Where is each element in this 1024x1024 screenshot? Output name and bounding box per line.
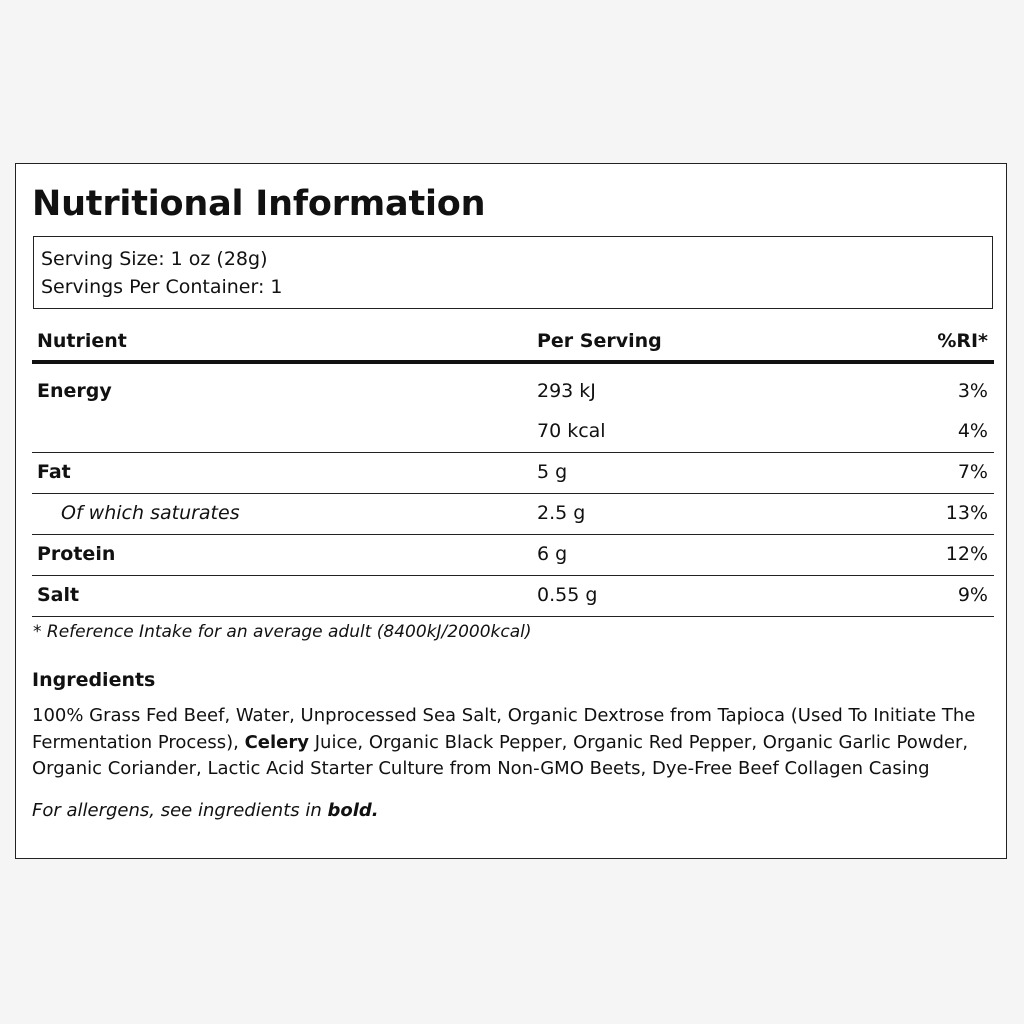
allergen-ingredient: Celery: [244, 731, 309, 753]
nutrient-value: 6 g: [537, 543, 568, 565]
nutrient-ri: 9%: [957, 584, 988, 606]
header-nutrient: Nutrient: [37, 330, 127, 352]
page-title: Nutritional Information: [32, 184, 486, 224]
allergen-note: [32, 800, 379, 821]
reference-intake-footnote: * Reference Intake for an average adult (8400kJ/2000kcal): [33, 622, 532, 642]
nutrient-value: 0.55 g: [537, 584, 598, 606]
table-row-energy-kcal: [32, 412, 994, 453]
nutrient-ri: 3%: [957, 380, 988, 402]
table-row-saturates: [32, 494, 994, 535]
table-row-fat: [32, 453, 994, 494]
ingredients-part-1: 100% Grass Fed Beef, Water, Unprocessed Sea Salt, Organic Dextrose from Tapioca (Used To Initiate The Fermentation Process),: [32, 705, 976, 753]
ingredients-heading: Ingredients: [32, 669, 156, 691]
nutrient-name: Salt: [37, 584, 80, 606]
header-per-serving: Per Serving: [537, 330, 662, 352]
ingredients-text: [32, 703, 982, 783]
nutrition-table: [32, 324, 994, 617]
servings-per-container: Servings Per Container: 1: [41, 276, 283, 298]
serving-size: Serving Size: 1 oz (28g): [41, 248, 268, 270]
ingredients-part-2: Juice, Organic Black Pepper, Organic Red Pepper, Organic Garlic Powder, Organic Coriander, Lactic Acid Starter Culture from Non-GMO Beets, Dye-Free Beef Collagen Casing: [32, 731, 969, 779]
nutrient-ri: 12%: [945, 543, 988, 565]
header-ri: %RI*: [937, 330, 988, 352]
nutrient-value: 70 kcal: [537, 420, 606, 442]
nutrient-name: Protein: [37, 543, 116, 565]
serving-info-box: [33, 236, 993, 309]
table-row-protein: [32, 535, 994, 576]
nutrient-ri: 13%: [945, 502, 988, 524]
nutrient-name: Energy: [37, 380, 112, 402]
nutrient-value: 293 kJ: [537, 380, 596, 402]
table-header: [32, 324, 994, 364]
nutrient-ri: 7%: [957, 461, 988, 483]
nutrient-ri: 4%: [957, 420, 988, 442]
allergen-note-bold: bold.: [327, 800, 379, 821]
table-row-salt: [32, 576, 994, 617]
nutrient-name: Of which saturates: [61, 502, 240, 524]
table-row-energy-kj: [32, 372, 994, 412]
allergen-note-prefix: For allergens, see ingredients in: [32, 800, 328, 821]
nutrition-label: [15, 163, 1007, 859]
nutrient-value: 2.5 g: [537, 502, 586, 524]
nutrient-name: Fat: [37, 461, 71, 483]
nutrient-value: 5 g: [537, 461, 568, 483]
